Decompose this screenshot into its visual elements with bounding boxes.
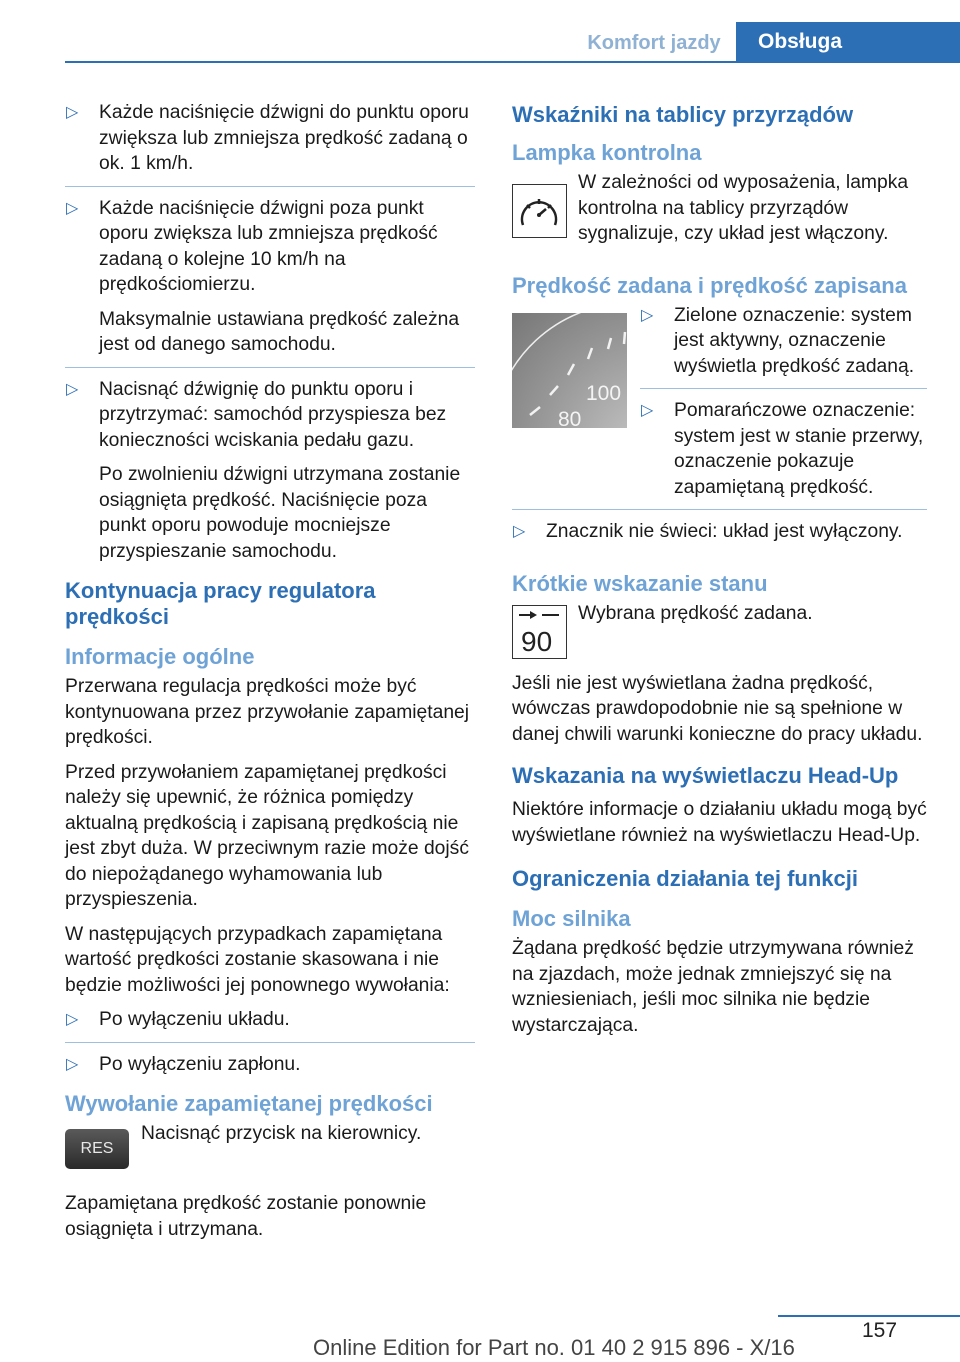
tab-komfort-jazdy[interactable]: Komfort jazdy — [587, 32, 721, 54]
page-number: 157 — [862, 1319, 898, 1342]
triangle-right-icon: ▷ — [66, 1055, 79, 1073]
heading-krotkie-wskazanie: Krótkie wskazanie stanu — [512, 570, 768, 596]
page-header — [0, 0, 960, 62]
heading-kontynuacja: Kontynuacja pracy regulatora prędkości — [65, 578, 376, 629]
list-item-text: Znacznik nie świeci: układ jest wyłączony. — [546, 521, 903, 542]
list-item — [640, 303, 927, 380]
list-item-text: Nacisnąć dźwignię do punktu oporu i przytrzymać: samochód przyspiesza bez konieczności wciskania pedału gazu. — [99, 378, 447, 451]
paragraph: W zależności od wyposażenia, lampka kontrolna na tablicy przyrządów sygnalizuje, czy układ jest włączony. — [578, 172, 909, 244]
heading-predkosc-zadana: Prędkość zadana i prędkość zapisana — [512, 272, 907, 298]
paragraph: Niektóre informacje o działaniu układu mogą być wyświetlane również na wyświetlaczu Head-Up. — [512, 799, 927, 846]
triangle-right-icon: ▷ — [513, 523, 526, 540]
triangle-right-icon: ▷ — [66, 380, 79, 398]
divider — [65, 186, 475, 187]
heading-head-up: Wskazania na wyświetlaczu Head-Up — [512, 763, 899, 788]
tab-obsluga[interactable]: Obsługa — [736, 22, 960, 62]
header-divider — [65, 61, 960, 63]
speedometer-scale-image — [512, 313, 627, 428]
divider — [65, 1042, 475, 1043]
list-item-text: Każde naciśnięcie dźwigni poza punkt oporu zwiększa lub zmniejsza prędkość zadaną o kolejne 10 km/h na prędkościomierzu. — [99, 197, 438, 295]
list-item-subtext: Po zwolnieniu dźwigni utrzymana zostanie osiągnięta prędkość. Naciśnięcie poza punkt oporu powoduje mocniejsze przyspieszanie samochodu. — [99, 464, 461, 562]
list-item-text: Zielone oznaczenie: system jest aktywny, oznaczenie wyświetla prędkość zadaną. — [674, 304, 915, 377]
paragraph: Przerwana regulacja prędkości może być kontynuowana przez przywołanie zapamiętanej prędkości. — [65, 676, 470, 748]
triangle-right-icon: ▷ — [66, 104, 79, 121]
list-item-text: Po wyłączeniu układu. — [99, 1009, 290, 1030]
heading-informacje-ogolne: Informacje ogólne — [65, 644, 255, 669]
speedometer-icon — [512, 184, 567, 238]
list-item — [65, 1052, 475, 1078]
status-row — [512, 601, 927, 661]
heading-lampka-kontrolna: Lampka kontrolna — [512, 140, 702, 165]
list-item-subtext: Maksymalnie ustawiana prędkość zależna jest od danego samochodu. — [99, 308, 460, 355]
triangle-right-icon: ▷ — [641, 306, 654, 324]
left-column — [65, 100, 475, 1251]
heading-wskazniki: Wskaźniki na tablicy przyrządów — [512, 102, 854, 127]
list-item — [640, 398, 927, 500]
list-item — [512, 519, 927, 545]
list-item — [65, 1007, 475, 1033]
list-item-text: Każde naciśnięcie dźwigni do punktu oporu zwiększa lub zmniejsza prędkość zadaną o ok. 1 km/h. — [99, 102, 469, 174]
list-item-text: Pomarańczowe oznaczenie: system jest w stanie przerwy, oznaczenie pokazuje zapamiętaną prędkość. — [674, 400, 924, 498]
divider — [640, 388, 927, 389]
heading-moc-silnika: Moc silnika — [512, 906, 631, 931]
set-speed-90-icon — [512, 605, 567, 659]
paragraph: W następujących przypadkach zapamiętana wartość prędkości zostanie skasowana i nie będzie możliwości jej ponownego wywołania: — [65, 923, 450, 996]
heading-wywolanie: Wywołanie zapamiętanej prędkości — [65, 1091, 433, 1116]
heading-ograniczenia: Ograniczenia działania tej funkcji — [512, 866, 858, 891]
lamp-row — [512, 170, 927, 247]
right-column — [512, 100, 927, 1047]
res-row — [65, 1121, 475, 1181]
triangle-right-icon: ▷ — [641, 402, 654, 419]
list-item — [65, 196, 475, 358]
list-item — [65, 377, 475, 565]
gauge-label-100: 100 — [586, 381, 622, 405]
gauge-row — [512, 303, 927, 501]
res-button-icon: RES — [65, 1129, 129, 1169]
triangle-right-icon: ▷ — [66, 199, 79, 217]
page-footer — [0, 1315, 960, 1362]
paragraph: Jeśli nie jest wyświetlana żadna prędkość, wówczas prawdopodobnie nie są spełnione w danej chwili warunki konieczne do pracy układu. — [512, 672, 923, 745]
paragraph: Nacisnąć przycisk na kierownicy. — [141, 1123, 422, 1144]
triangle-right-icon: ▷ — [66, 1011, 79, 1028]
list-item-text: Po wyłączeniu zapłonu. — [99, 1053, 301, 1075]
paragraph: Żądana prędkość będzie utrzymywana również na zjazdach, może jednak zmniejszyć się na wzniesieniach, jeśli moc silnika nie będzie wystarczająca. — [512, 938, 914, 1036]
divider — [65, 367, 475, 368]
divider — [512, 509, 927, 510]
paragraph: Zapamiętana prędkość zostanie ponownie osiągnięta i utrzymana. — [65, 1193, 427, 1240]
footer-divider — [778, 1315, 960, 1317]
paragraph: Wybrana prędkość zadana. — [578, 602, 813, 624]
set-speed-value: 90 — [521, 625, 553, 657]
gauge-label-80: 80 — [558, 407, 582, 428]
edition-note: Online Edition for Part no. 01 40 2 915 896 - X/16 — [313, 1335, 795, 1360]
gauge-list — [640, 303, 927, 501]
paragraph: Przed przywołaniem zapamiętanej prędkości należy się upewnić, że różnica pomiędzy aktualną prędkością i zapisaną prędkością nie jest zbyt duża. W przeciwnym razie może dojść do niepożądanego wyhamowania lub przyspieszenia. — [65, 761, 469, 910]
list-item — [65, 100, 475, 177]
